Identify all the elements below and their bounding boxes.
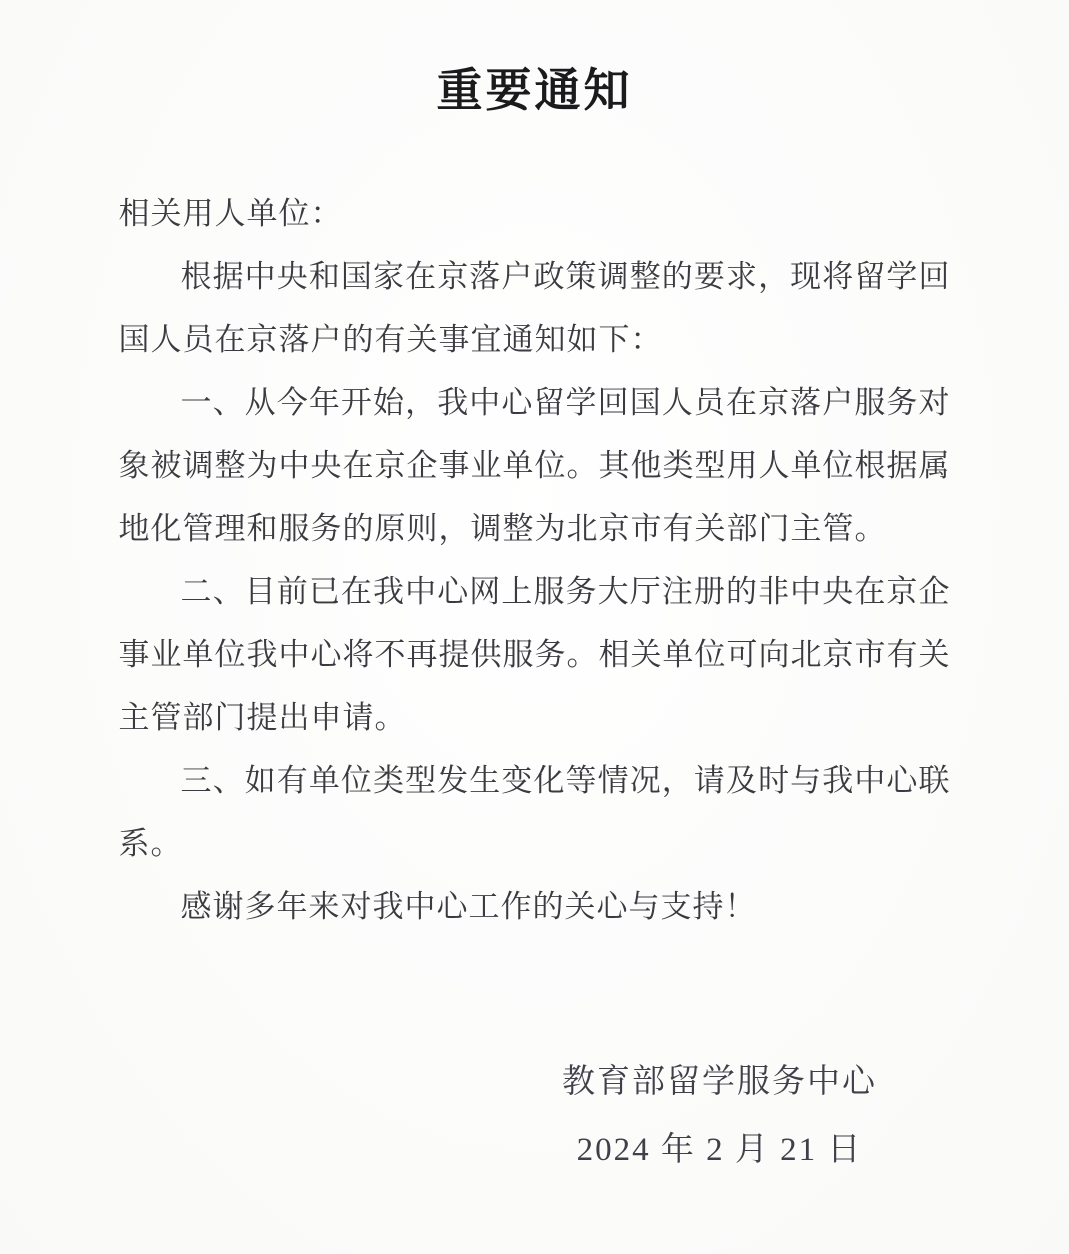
notice-line: 象被调整为中央在京企事业单位。其他类型用人单位根据属 bbox=[118, 448, 951, 483]
notice-line: 感谢多年来对我中心工作的关心与支持！ bbox=[180, 889, 757, 924]
notice-line: 地化管理和服务的原则，调整为北京市有关部门主管。 bbox=[118, 511, 887, 546]
notice-line: 事业单位我中心将不再提供服务。相关单位可向北京市有关 bbox=[118, 637, 951, 672]
signature-date: 2024 年 2 月 21 日 bbox=[576, 1132, 863, 1168]
signature-org: 教育部留学服务中心 bbox=[562, 1064, 877, 1100]
notice-line: 主管部门提出申请。 bbox=[118, 700, 407, 735]
notice-line: 三、如有单位类型发生变化等情况，请及时与我中心联 bbox=[180, 763, 951, 798]
notice-paragraph bbox=[119, 749, 951, 875]
signature-block bbox=[562, 1048, 877, 1184]
notice-body bbox=[119, 182, 951, 938]
notice-line: 二、目前已在我中心网上服务大厅注册的非中央在京企 bbox=[180, 574, 951, 609]
notice-line: 一、从今年开始，我中心留学回国人员在京落户服务对 bbox=[180, 385, 951, 420]
notice-line: 国人员在京落户的有关事宜通知如下： bbox=[118, 322, 663, 357]
notice-paragraph bbox=[119, 560, 951, 749]
notice-paragraph bbox=[119, 875, 951, 938]
notice-paragraph bbox=[119, 245, 951, 371]
notice-paragraph bbox=[119, 371, 951, 560]
salutation-line: 相关用人单位： bbox=[118, 196, 343, 231]
notice-line: 根据中央和国家在京落户政策调整的要求，现将留学回 bbox=[180, 259, 951, 294]
page-title: 重要通知 bbox=[436, 64, 633, 116]
notice-line: 系。 bbox=[118, 826, 183, 861]
